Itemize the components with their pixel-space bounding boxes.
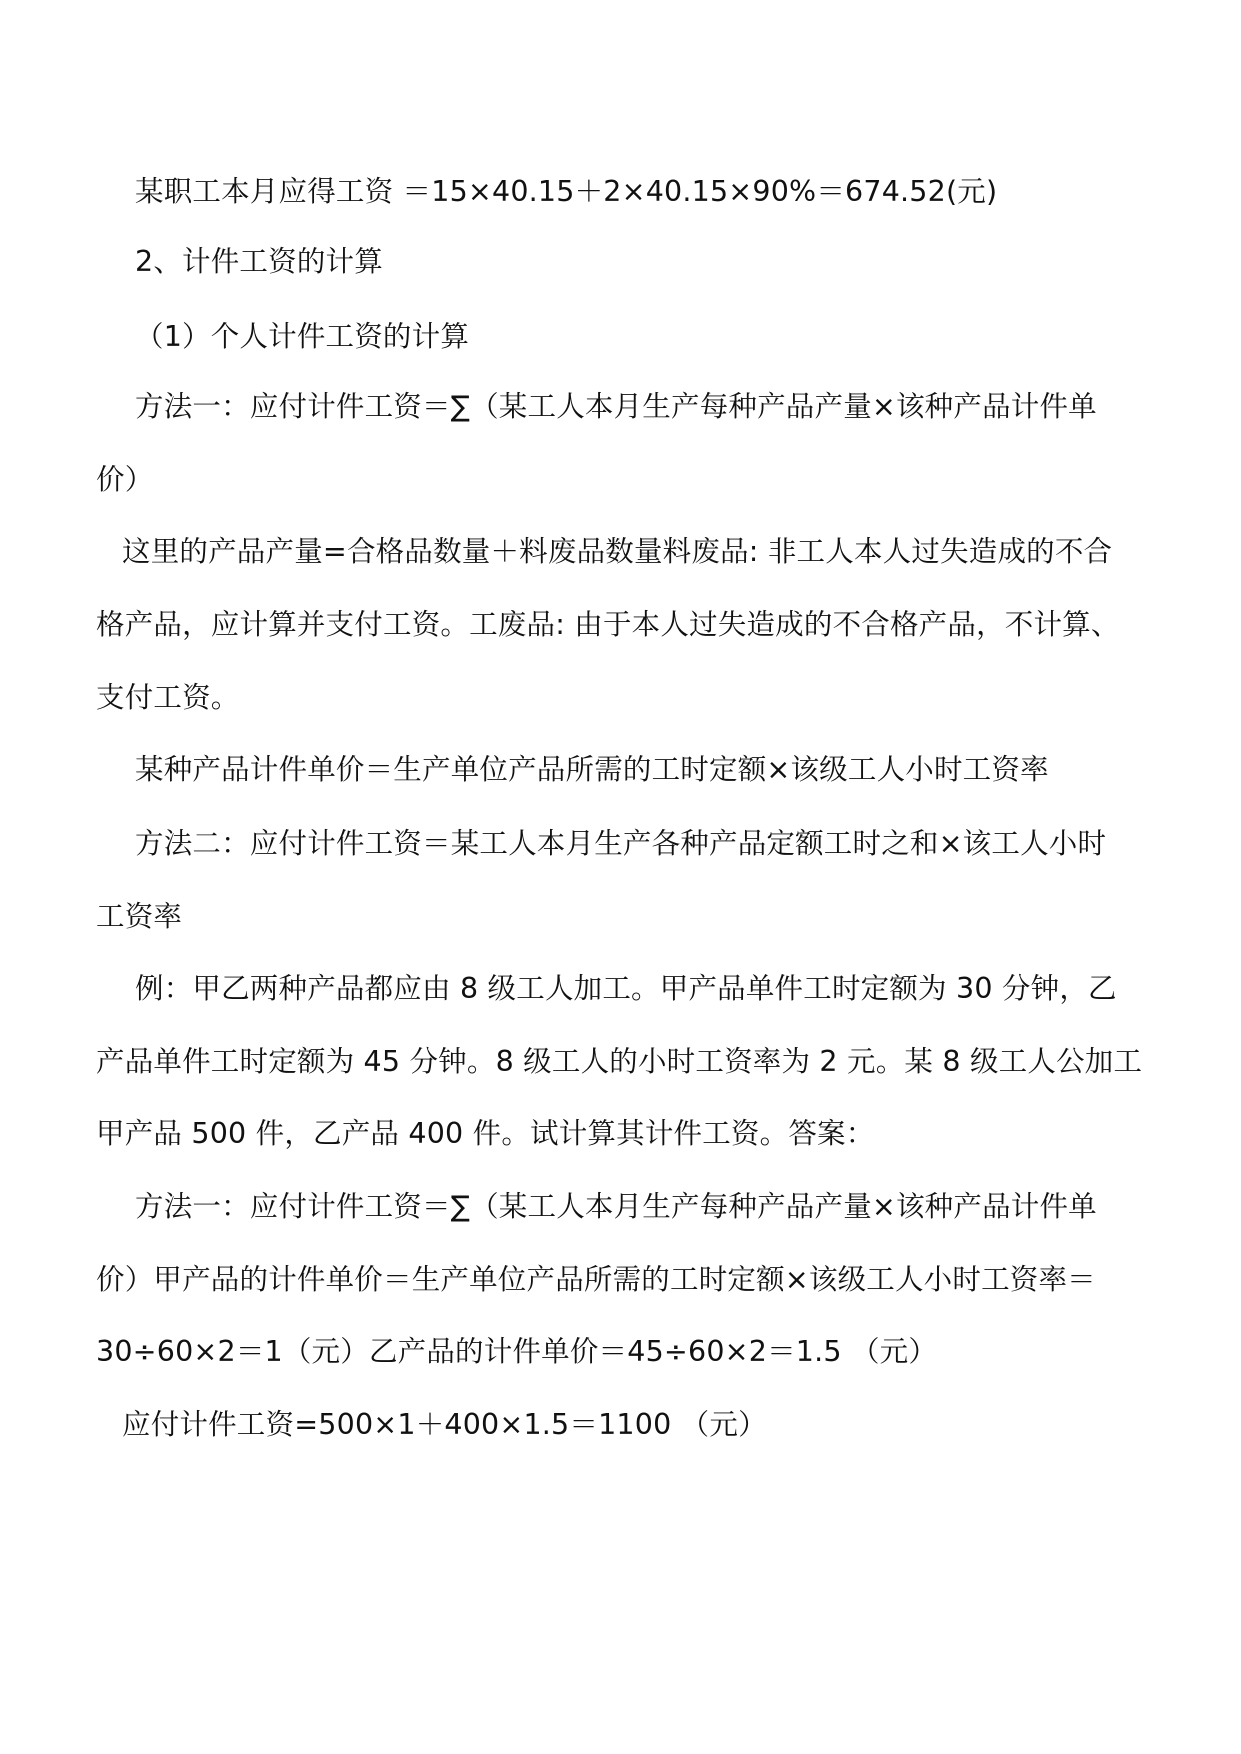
paragraph-method-two-cont: 工资率 [96, 900, 183, 933]
paragraph-example-end: 甲产品 500 件，乙产品 400 件。试计算其计件工资。答案： [96, 1117, 875, 1150]
paragraph-output-definition-end: 支付工资。 [96, 681, 240, 714]
paragraph-output-definition-cont: 格产品，应计算并支付工资。工废品: 由于本人过失造成的不合格产品，不计算、 [96, 608, 1120, 641]
paragraph-method-one: 方法一：应付计件工资＝∑（某工人本月生产每种产品产量×该种产品计件单 [135, 390, 1097, 423]
paragraph-method-two: 方法二：应付计件工资＝某工人本月生产各种产品定额工时之和×该工人小时 [135, 827, 1107, 860]
subsection-heading-individual: （1）个人计件工资的计算 [135, 320, 470, 353]
paragraph-answer-calculation: 30÷60×2＝1（元）乙产品的计件单价＝45÷60×2＝1.5 （元） [96, 1335, 938, 1368]
paragraph-example: 例：甲乙两种产品都应由 8 级工人加工。甲产品单件工时定额为 30 分钟，乙 [135, 972, 1117, 1005]
paragraph-output-definition: 这里的产品产量=合格品数量＋料废品数量料废品: 非工人本人过失造成的不合 [122, 535, 1113, 568]
paragraph-answer-method-one: 方法一：应付计件工资＝∑（某工人本月生产每种产品产量×该种产品计件单 [135, 1190, 1097, 1223]
paragraph-answer-unit-price: 价）甲产品的计件单价＝生产单位产品所需的工时定额×该级工人小时工资率＝ [96, 1263, 1096, 1296]
section-heading-piece-rate: 2、计件工资的计算 [135, 245, 383, 278]
paragraph-salary-total: 某职工本月应得工资 ＝15×40.15＋2×40.15×90%＝674.52(元) [135, 175, 998, 208]
paragraph-unit-price: 某种产品计件单价＝生产单位产品所需的工时定额×该级工人小时工资率 [135, 753, 1049, 786]
paragraph-method-one-cont: 价） [96, 463, 154, 496]
paragraph-answer-total: 应付计件工资=500×1＋400×1.5＝1100 （元） [122, 1408, 767, 1441]
paragraph-example-cont: 产品单件工时定额为 45 分钟。8 级工人的小时工资率为 2 元。某 8 级工人公加工 [96, 1045, 1143, 1078]
